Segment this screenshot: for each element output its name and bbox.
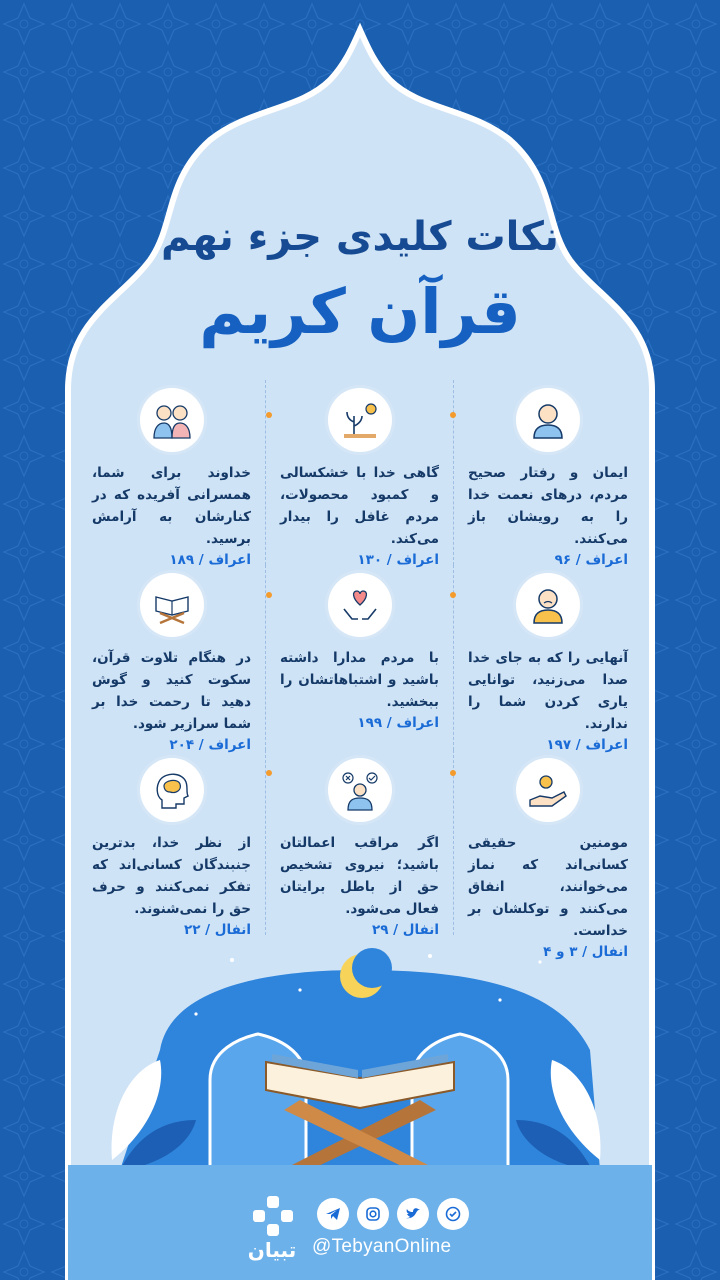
separator-dot: [266, 412, 272, 418]
tip-text: با مردم مدارا داشته باشید و اشتباهاتشان را ببخشید.: [280, 650, 439, 710]
tips-row: [78, 380, 642, 568]
tip-text: ایمان و رفتار صحیح مردم، درهای نعمت خدا را به رویشان باز می‌کنند.: [468, 465, 628, 547]
tip-text: در هنگام تلاوت قرآن، سکوت کنید و گوش دهید تا رحمت خدا بر شما سرازیر شود.: [92, 650, 251, 732]
tip-reference: اعراف / ۹۶: [554, 552, 628, 568]
twitter-icon[interactable]: [397, 1198, 429, 1230]
charity-hand-icon: [516, 758, 580, 822]
sad-person-icon: [516, 573, 580, 637]
tip-card: [78, 750, 266, 938]
tip-card: [266, 380, 454, 568]
person-icon: [516, 388, 580, 452]
tips-row: [78, 750, 642, 960]
separator-dot: [450, 770, 456, 776]
tip-text: گاهی خدا با خشکسالی و کمبود محصولات، مردم غافل را بیدار می‌کند.: [280, 465, 439, 547]
tips-grid: [78, 380, 642, 960]
drought-plant-sun-icon: [328, 388, 392, 452]
tip-text: خداوند برای شما، همسرانی آفریده که در کنارشان به آرامش برسید.: [92, 465, 251, 547]
tip-card: [454, 380, 642, 568]
header: [0, 210, 720, 352]
tip-reference: اعراف / ۱۸۹: [169, 552, 251, 568]
check-icon[interactable]: [437, 1198, 469, 1230]
tip-text: اگر مراقب اعمالتان باشید؛ نیروی تشخیص حق از باطل برایتان فعال می‌شود.: [280, 835, 439, 917]
decision-person-icon: [328, 758, 392, 822]
tip-reference: اعراف / ۱۹۷: [546, 737, 628, 753]
couple-icon: [140, 388, 204, 452]
tip-card: [266, 750, 454, 938]
tip-reference: انفال / ۲۲: [183, 922, 251, 938]
logo-text: تبیان: [247, 1238, 297, 1262]
quran-scene: [0, 930, 720, 1170]
separator-dot: [450, 592, 456, 598]
tip-card: [454, 750, 642, 960]
tip-reference: انفال / ۲۹: [371, 922, 439, 938]
page-subtitle: نکات کلیدی جزء نهم: [161, 214, 559, 260]
separator-dot: [266, 770, 272, 776]
tip-reference: اعراف / ۱۳۰: [357, 552, 439, 568]
social-links: [317, 1198, 469, 1230]
brain-head-icon: [140, 758, 204, 822]
tip-text: از نظر خدا، بدترین جنبندگان کسانی‌اند که تفکر نمی‌کنند و حرف حق را نمی‌شنوند.: [92, 835, 251, 917]
tip-text: آنهایی را که به جای خدا صدا می‌زنید، توانایی یاری کردن شما را ندارند.: [468, 650, 628, 732]
tip-reference: اعراف / ۲۰۴: [169, 737, 251, 753]
telegram-icon[interactable]: [317, 1198, 349, 1230]
separator-dot: [450, 412, 456, 418]
instagram-icon[interactable]: [357, 1198, 389, 1230]
hands-heart-icon: [328, 573, 392, 637]
tip-reference: انفال / ۳ و ۴: [543, 944, 628, 960]
social-handle[interactable]: @TebyanOnline: [312, 1236, 452, 1257]
tip-card: [78, 565, 266, 753]
tip-card: [78, 380, 266, 568]
tip-reference: اعراف / ۱۹۹: [357, 715, 439, 731]
page-title: قرآن کریم: [199, 275, 521, 348]
separator-dot: [266, 592, 272, 598]
tip-card: [266, 565, 454, 750]
tips-row: [78, 565, 642, 753]
tip-card: [454, 565, 642, 753]
tip-text: مومنین حقیقی کسانی‌اند که نماز می‌خوانند، انفاق می‌کنند و توکلشان بر خداست.: [468, 835, 628, 939]
quran-stand-icon: [140, 573, 204, 637]
